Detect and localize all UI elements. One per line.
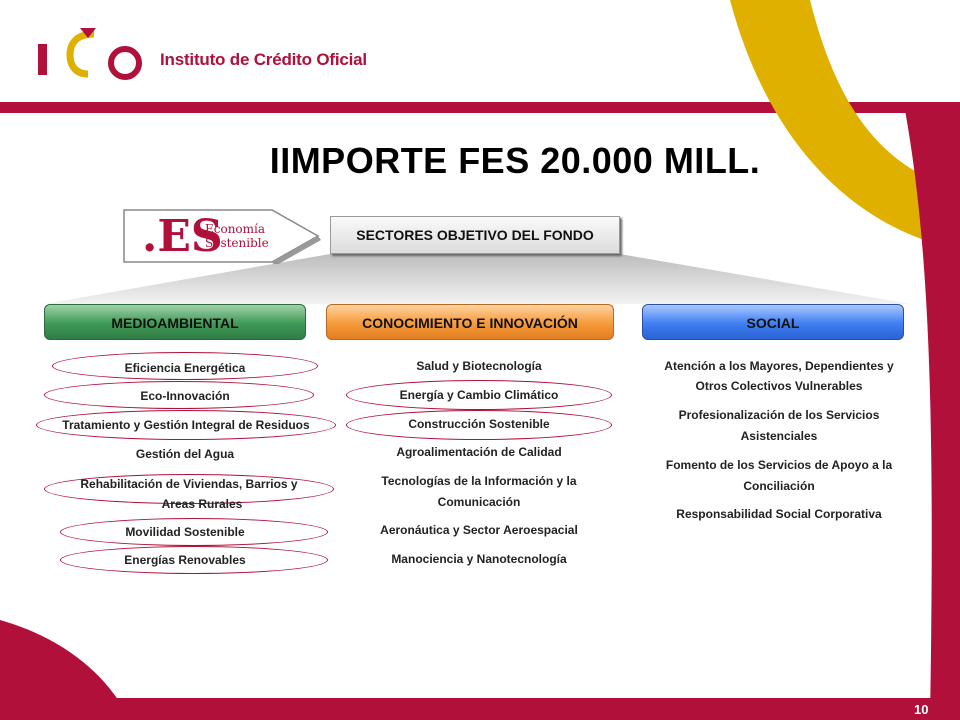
sectores-objetivo-box: SECTORES OBJETIVO DEL FONDO [330,216,620,254]
page-number: 10 [914,702,929,717]
list-item: Gestión del Agua [135,447,235,461]
list-item: Responsabilidad Social Corporativa [676,507,882,521]
list-item: Eco-Innovación [140,389,230,403]
list-item: Agroalimentación de Calidad [396,445,562,459]
slide-title: IIMPORTE FES 20.000 MILL. [269,140,761,181]
badge-text-line2: Sostenible [205,236,269,250]
list-item: Aeronáutica y Sector Aeroespacial [380,523,578,537]
list-item: Atención a los Mayores, Dependientes y [664,359,894,373]
list-item: Rehabilitación de Viviendas, Barrios y [80,477,298,491]
header-conocimiento: CONOCIMIENTO E INNOVACIÓN [326,304,614,340]
list-item: Salud y Biotecnología [416,359,542,373]
list-item: Tecnologías de la Información y la [381,474,577,488]
list-item: Otros Colectivos Vulnerables [695,379,863,393]
list-item: Construcción Sostenible [408,417,550,431]
list-item: Areas Rurales [161,497,243,511]
list-item: Conciliación [743,479,815,493]
es-logo: .ES [142,211,223,262]
list-item: Energía y Cambio Climático [399,388,559,402]
list-item: Comunicación [437,495,521,509]
list-item: Fomento de los Servicios de Apoyo a la [665,458,893,472]
list-item: Manociencia y Nanotecnología [391,552,567,566]
header-medioambiental: MEDIOAMBIENTAL [44,304,306,340]
list-item: Profesionalización de los Servicios [678,408,880,422]
list-item: Tratamiento y Gestión Integral de Residuos [62,418,310,432]
header-social: SOCIAL [642,304,904,340]
list-item: Asistenciales [740,429,818,443]
list-item: Movilidad Sostenible [125,525,245,539]
organization-name: Instituto de Crédito Oficial [160,50,367,69]
badge-text-line1: Economía [205,222,266,236]
list-item: Energías Renovables [124,553,246,567]
list-item: Eficiencia Energética [124,361,246,375]
